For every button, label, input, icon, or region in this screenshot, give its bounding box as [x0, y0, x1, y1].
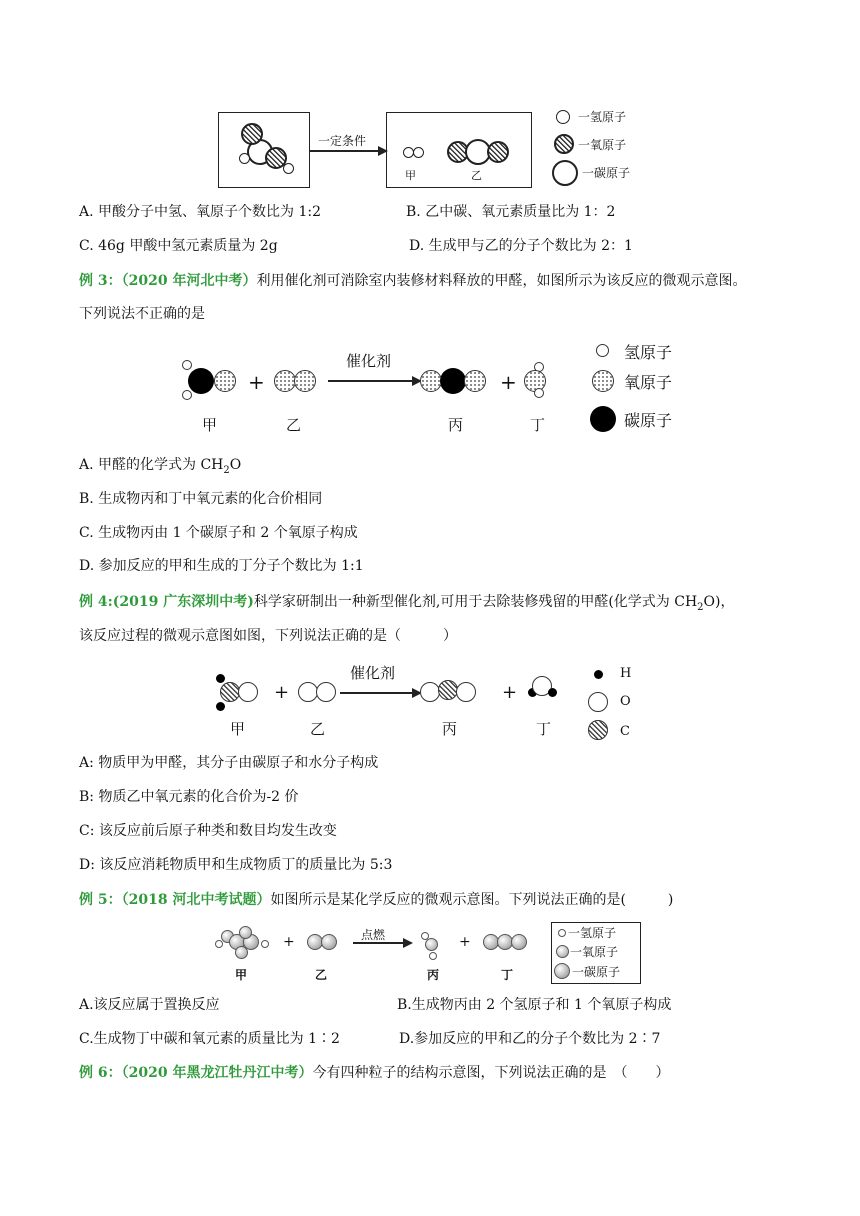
plus-sign: +: [502, 682, 518, 703]
label-jia: 甲: [405, 169, 416, 182]
ex4-sub: 2: [697, 601, 704, 613]
reaction-arrow: [310, 150, 380, 152]
reaction-arrow: [328, 380, 414, 382]
plus-sign: +: [248, 370, 265, 394]
oxygen-legend-icon: [556, 945, 569, 958]
hydrogen-atom: [239, 153, 250, 164]
legend-hydrogen: 一氢原子: [578, 110, 627, 124]
legend-c: C: [620, 724, 630, 739]
ex3-option-a: [79, 456, 241, 480]
figure-1-legend: [552, 104, 662, 188]
ex5-heading: [79, 891, 673, 909]
q2-option-b: B. 乙中碳、氧元素质量比为 1：2: [406, 204, 616, 220]
hydrogen-legend-icon: [558, 929, 566, 937]
ex5-option-a: A.该反应属于置换反应: [79, 997, 220, 1013]
plus-sign: +: [459, 934, 471, 950]
legend-carbon: 一碳原子: [572, 965, 621, 979]
hydrogen-atom: [215, 940, 223, 948]
carbon-atom: [438, 680, 458, 700]
ex3-option-a-text: A. 甲醛的化学式为 CH: [79, 457, 224, 473]
ex6-heading: [79, 1064, 669, 1082]
oxygen-atom: [298, 682, 318, 702]
oxygen-atom: [214, 370, 236, 392]
legend-hydrogen: 一氢原子: [568, 926, 617, 940]
condition-label: 一定条件: [318, 134, 367, 148]
label-bing: 丙: [427, 968, 440, 982]
ex3-tag: 例 3：（2020 年河北中考）: [79, 273, 257, 289]
label-bing: 丙: [448, 416, 464, 434]
oxygen-atom: [321, 934, 337, 950]
ex4-text-end: O)，: [703, 594, 735, 610]
oxygen-atom: [238, 682, 258, 702]
reactant-box: [218, 112, 310, 188]
ex4-text: 科学家研制出一种新型催化剂,可用于去除装修残留的甲醛(化学式为 CH: [253, 594, 698, 610]
hydrogen-atom: [429, 952, 437, 960]
ex3-option-a-end: O: [229, 457, 242, 473]
legend-o: O: [620, 694, 631, 709]
label-ding: 丁: [536, 720, 552, 738]
ex3-text2: 下列说法不正确的是: [79, 306, 205, 322]
ex4-option-d: D: 该反应消耗物质甲和生成物质丁的质量比为 5:3: [79, 857, 393, 873]
ex5-legend: [551, 922, 641, 984]
oxygen-atom: [241, 123, 263, 145]
carbon-legend-icon: [590, 406, 616, 432]
label-yi: 乙: [286, 416, 302, 434]
hydrogen-atom: [283, 163, 294, 174]
hydrogen-atom: [261, 940, 269, 948]
ex4-tag: 例 4:(2019 广东深圳中考): [79, 594, 254, 610]
ex3-diagram: [170, 338, 690, 438]
oxygen-atom: [425, 938, 438, 951]
catalyst-label: 催化剂: [350, 664, 396, 682]
ex3-option-a-sub: 2: [223, 464, 230, 476]
oxygen-atom: [420, 370, 442, 392]
legend-carbon: 碳原子: [624, 411, 673, 430]
ex4-diagram: [210, 662, 650, 744]
oxygen-atom: [235, 946, 248, 959]
plus-sign: +: [274, 682, 290, 703]
condition-label: 点燃: [361, 928, 386, 942]
ex5-option-d: D.参加反应的甲和乙的分子个数比为 2∶7: [399, 1031, 661, 1047]
plus-sign: +: [500, 370, 517, 394]
label-ding: 丁: [530, 416, 546, 434]
reaction-arrow: [340, 692, 414, 694]
ex3-option-b: B. 生成物丙和丁中氧元素的化合价相同: [79, 491, 323, 507]
ex6-text: 今有四种粒子的结构示意图，下列说法正确的是 （ ）: [312, 1065, 670, 1081]
ex5-option-c: C.生成物丁中碳和氧元素的质量比为 1∶2: [79, 1031, 340, 1047]
hydrogen-legend-icon: [596, 344, 609, 357]
q2-option-c: C. 46g 甲酸中氢元素质量为 2g: [79, 238, 278, 254]
label-yi: 乙: [310, 720, 326, 738]
label-jia: 甲: [230, 720, 246, 738]
ex5-tag: 例 5：（2018 河北中考试题）: [79, 892, 271, 908]
oxygen-atom: [420, 682, 440, 702]
carbon-legend-icon: [554, 963, 570, 979]
ex4-option-a: A: 物质甲为甲醛，其分子由碳原子和水分子构成: [79, 755, 379, 771]
oxygen-atom: [464, 370, 486, 392]
ex3-text: 利用催化剂可消除室内装修材料释放的甲醛，如图所示为该反应的微观示意图。: [256, 273, 747, 289]
carbon-atom: [440, 368, 466, 394]
label-jia: 甲: [235, 968, 248, 982]
label-ding: 丁: [501, 968, 514, 982]
legend-h: H: [620, 666, 632, 681]
ex3-option-c: C. 生成物丙由 1 个碳原子和 2 个氧原子构成: [79, 525, 358, 541]
legend-oxygen: 一氧原子: [578, 138, 627, 152]
label-yi: 乙: [471, 169, 482, 182]
ex6-tag: 例 6：（2020 年黑龙江牡丹江中考）: [79, 1065, 313, 1081]
ex5-text: 如图所示是某化学反应的微观示意图。下列说法正确的是( ): [270, 892, 674, 908]
carbon-legend-icon: [588, 720, 608, 740]
catalyst-label: 催化剂: [346, 352, 392, 370]
reaction-arrow: [353, 942, 405, 944]
ex4-heading: [79, 593, 735, 617]
legend-oxygen: 氧原子: [624, 373, 673, 392]
hydrogen-atom: [548, 688, 557, 697]
ex4-text2: 该反应过程的微观示意图如图，下列说法正确的是（ ）: [79, 628, 457, 644]
q2-option-d: D. 生成甲与乙的分子个数比为 2：1: [409, 238, 633, 254]
oxygen-atom: [316, 682, 336, 702]
arrow-head: [403, 938, 413, 948]
product-box: [386, 112, 532, 188]
oxygen-atom: [487, 141, 509, 163]
oxygen-atom: [294, 370, 316, 392]
ex5-option-b: B.生成物丙由 2 个氢原子和 1 个氧原子构成: [397, 997, 672, 1013]
hydrogen-atom: [216, 674, 225, 683]
oxygen-legend-icon: [592, 370, 614, 392]
hydrogen-atom: [534, 388, 544, 398]
carbon-atom: [188, 368, 214, 394]
hydrogen-atom: [182, 390, 192, 400]
oxygen-atom: [239, 926, 252, 939]
hydrogen-legend-icon: [556, 110, 570, 124]
ex5-diagram: [215, 922, 645, 984]
hydrogen-atom: [216, 702, 225, 711]
ex4-option-c: C: 该反应前后原子种类和数目均发生改变: [79, 823, 337, 839]
legend-oxygen: 一氧原子: [570, 945, 619, 959]
oxygen-atom: [511, 934, 527, 950]
label-jia: 甲: [202, 416, 218, 434]
hydrogen-legend-icon: [594, 670, 603, 679]
ex3-heading: [79, 272, 746, 290]
q2-option-a: A. 甲酸分子中氢、氧原子个数比为 1:2: [79, 204, 321, 220]
carbon-legend-icon: [552, 160, 578, 186]
ex4-option-b: B: 物质乙中氧元素的化合价为-2 价: [79, 789, 299, 805]
hydrogen-atom: [413, 147, 424, 158]
label-yi: 乙: [315, 968, 328, 982]
oxygen-atom: [274, 370, 296, 392]
figure-1-reaction: [218, 112, 530, 188]
legend-hydrogen: 氢原子: [624, 343, 673, 362]
oxygen-legend-icon: [554, 134, 574, 154]
label-bing: 丙: [442, 720, 458, 738]
oxygen-legend-icon: [588, 692, 608, 712]
hydrogen-atom: [182, 360, 192, 370]
legend-carbon: 一碳原子: [582, 166, 631, 180]
oxygen-atom: [456, 682, 476, 702]
carbon-atom: [220, 682, 240, 702]
ex3-option-d: D. 参加反应的甲和生成的丁分子个数比为 1:1: [79, 558, 364, 574]
plus-sign: +: [283, 934, 295, 950]
